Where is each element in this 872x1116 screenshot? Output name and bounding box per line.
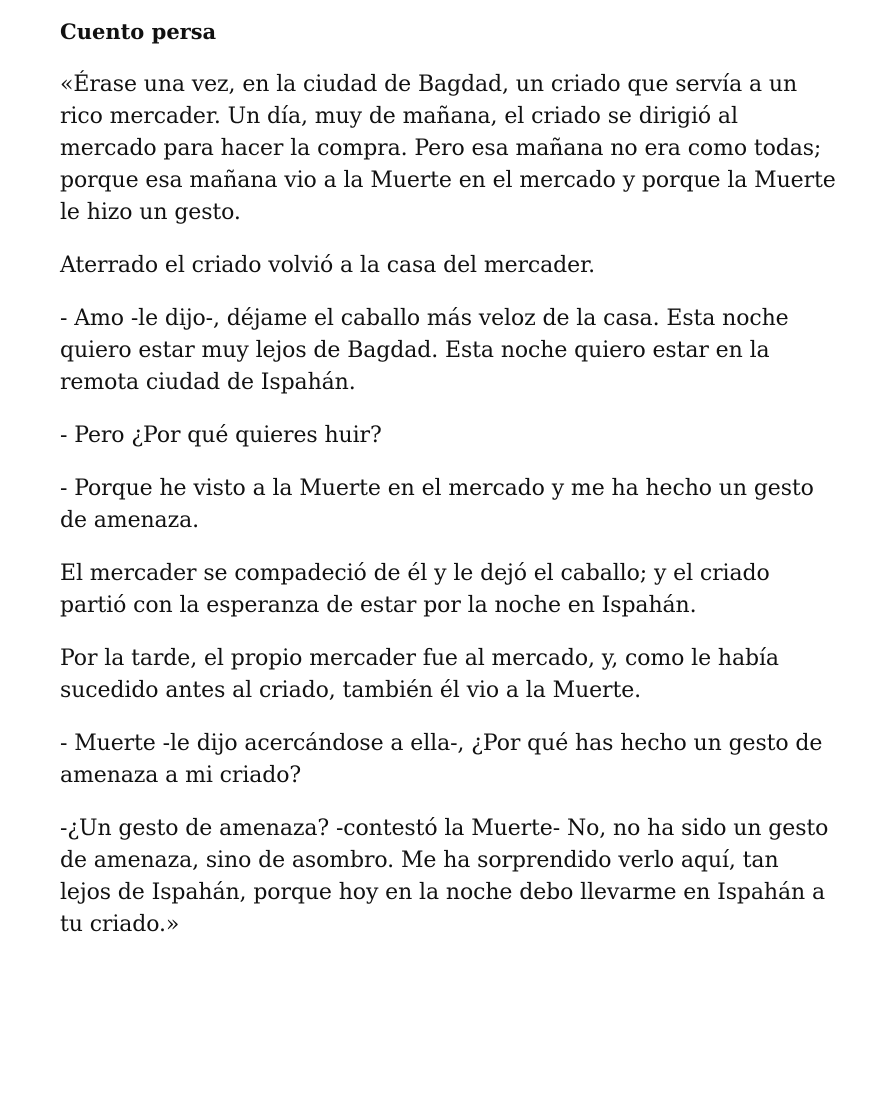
paragraph-6: El mercader se compadeció de él y le dejó el caballo; y el criado partió con la esperanza de estar por la noche en Ispahán. — [60, 561, 770, 618]
paragraph-4: - Pero ¿Por qué quieres huir? — [60, 423, 382, 448]
paragraph-7: Por la tarde, el propio mercader fue al mercado, y, como le había sucedido antes al criado, también él vio a la Muerte. — [60, 646, 779, 703]
document-page — [60, 16, 836, 941]
paragraph-5: - Porque he visto a la Muerte en el mercado y me ha hecho un gesto de amenaza. — [60, 476, 814, 533]
paragraph-9: -¿Un gesto de amenaza? -contestó la Muerte- No, no ha sido un gesto de amenaza, sino de asombro. Me ha sorprendido verlo aquí, tan lejos de Ispahán, porque hoy en la noche debo llevarme en Ispahán a tu criado.» — [60, 816, 829, 937]
paragraph-3: - Amo -le dijo-, déjame el caballo más veloz de la casa. Esta noche quiero estar muy lejos de Bagdad. Esta noche quiero estar en la remota ciudad de Ispahán. — [60, 306, 789, 395]
paragraph-8: - Muerte -le dijo acercándose a ella-, ¿Por qué has hecho un gesto de amenaza a mi criado? — [60, 731, 823, 788]
paragraph-2: Aterrado el criado volvió a la casa del mercader. — [60, 253, 595, 278]
document-title: Cuento persa — [60, 19, 217, 44]
paragraph-1: «Érase una vez, en la ciudad de Bagdad, un criado que servía a un rico mercader. Un día, muy de mañana, el criado se dirigió al mercado para hacer la compra. Pero esa mañana no era como todas; porque esa mañana vio a la Muerte en el mercado y porque la Muerte le hizo un gesto. — [60, 72, 836, 225]
